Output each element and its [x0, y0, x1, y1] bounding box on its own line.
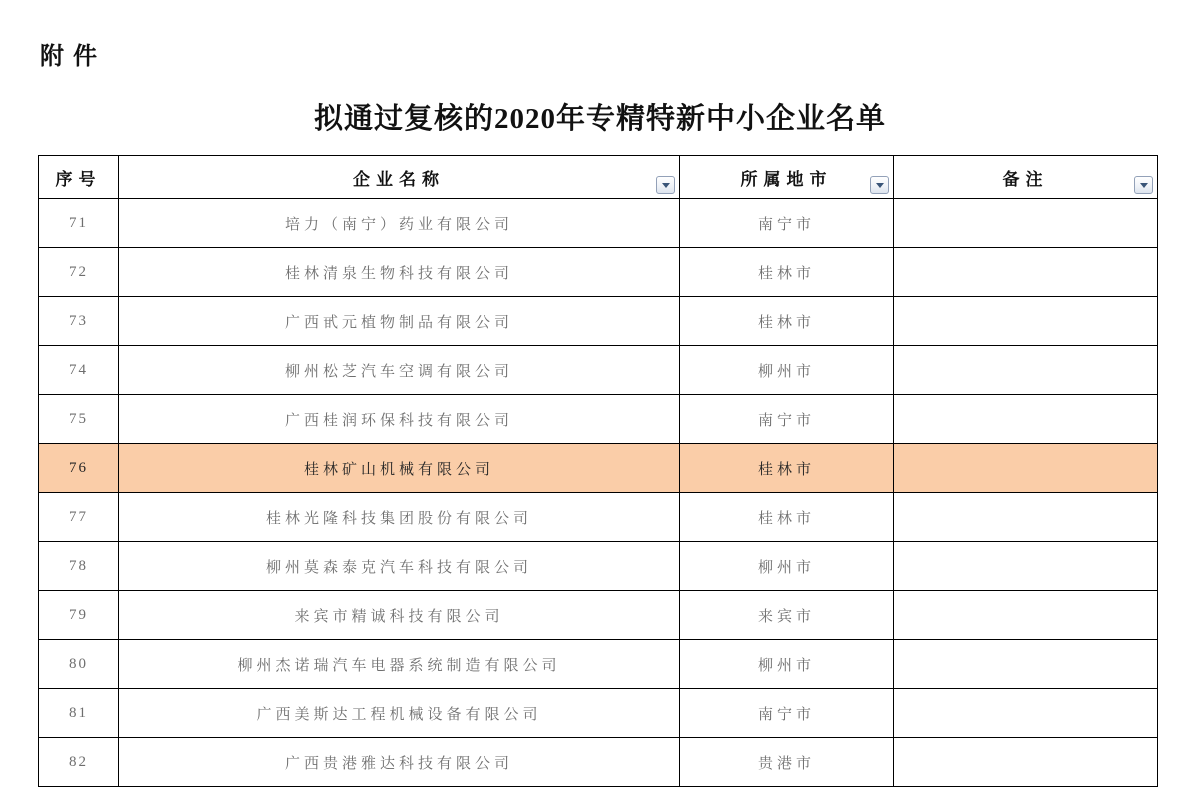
city-cell[interactable]: 柳州市: [680, 640, 894, 689]
company-name-cell[interactable]: 来宾市精诚科技有限公司: [119, 591, 680, 640]
column-header-company-name-label: 企业名称: [353, 169, 445, 189]
city-cell[interactable]: 桂林市: [680, 444, 894, 493]
table-row: [39, 199, 1158, 248]
table-row: [39, 542, 1158, 591]
company-name-cell[interactable]: 广西桂润环保科技有限公司: [119, 395, 680, 444]
index-cell[interactable]: 77: [39, 493, 119, 542]
company-name-cell[interactable]: 柳州杰诺瑞汽车电器系统制造有限公司: [119, 640, 680, 689]
header-row: [39, 156, 1158, 199]
column-header-remark: [894, 156, 1158, 199]
index-cell[interactable]: 75: [39, 395, 119, 444]
city-cell[interactable]: 来宾市: [680, 591, 894, 640]
index-cell[interactable]: 74: [39, 346, 119, 395]
city-cell[interactable]: 桂林市: [680, 248, 894, 297]
table-header: [39, 156, 1158, 199]
column-header-city: [680, 156, 894, 199]
company-name-cell[interactable]: 培力（南宁）药业有限公司: [119, 199, 680, 248]
city-cell[interactable]: 贵港市: [680, 738, 894, 787]
company-name-cell[interactable]: 广西甙元植物制品有限公司: [119, 297, 680, 346]
city-cell[interactable]: 南宁市: [680, 199, 894, 248]
company-name-cell[interactable]: 广西贵港雅达科技有限公司: [119, 738, 680, 787]
company-name-cell[interactable]: 柳州松芝汽车空调有限公司: [119, 346, 680, 395]
index-cell[interactable]: 78: [39, 542, 119, 591]
company-name-cell[interactable]: 桂林光隆科技集团股份有限公司: [119, 493, 680, 542]
column-header-index-label: 序号: [55, 169, 102, 189]
filter-dropdown-button-remark[interactable]: [1134, 176, 1153, 194]
company-name-cell[interactable]: 广西美斯达工程机械设备有限公司: [119, 689, 680, 738]
table-body: [39, 199, 1158, 787]
table-row: [39, 493, 1158, 542]
index-cell[interactable]: 80: [39, 640, 119, 689]
table-row: [39, 591, 1158, 640]
remark-cell[interactable]: [894, 346, 1158, 395]
remark-cell[interactable]: [894, 738, 1158, 787]
table-row: [39, 248, 1158, 297]
chevron-down-icon: [876, 183, 884, 188]
city-cell[interactable]: 桂林市: [680, 297, 894, 346]
company-name-cell[interactable]: 桂林矿山机械有限公司: [119, 444, 680, 493]
filter-dropdown-button-company-name[interactable]: [656, 176, 675, 194]
table-row: [39, 738, 1158, 787]
table-row: [39, 297, 1158, 346]
city-cell[interactable]: 桂林市: [680, 493, 894, 542]
company-name-cell[interactable]: 柳州莫森泰克汽车科技有限公司: [119, 542, 680, 591]
filter-dropdown-button-city[interactable]: [870, 176, 889, 194]
company-table: [38, 155, 1158, 787]
table-row: [39, 395, 1158, 444]
index-cell[interactable]: 72: [39, 248, 119, 297]
index-cell[interactable]: 82: [39, 738, 119, 787]
table-row: [39, 346, 1158, 395]
remark-cell[interactable]: [894, 248, 1158, 297]
city-cell[interactable]: 南宁市: [680, 395, 894, 444]
remark-cell[interactable]: [894, 689, 1158, 738]
index-cell[interactable]: 73: [39, 297, 119, 346]
remark-cell[interactable]: [894, 297, 1158, 346]
page-title: 拟通过复核的2020年专精特新中小企业名单: [313, 103, 886, 135]
index-cell[interactable]: 81: [39, 689, 119, 738]
table-row: [39, 444, 1158, 493]
column-header-company-name: [119, 156, 680, 199]
index-cell[interactable]: 76: [39, 444, 119, 493]
chevron-down-icon: [662, 183, 670, 188]
index-cell[interactable]: 79: [39, 591, 119, 640]
city-cell[interactable]: 南宁市: [680, 689, 894, 738]
remark-cell[interactable]: [894, 542, 1158, 591]
city-cell[interactable]: 柳州市: [680, 542, 894, 591]
attachment-label: 附件: [40, 44, 106, 70]
remark-cell[interactable]: [894, 199, 1158, 248]
remark-cell[interactable]: [894, 493, 1158, 542]
table-row: [39, 640, 1158, 689]
remark-cell[interactable]: [894, 591, 1158, 640]
remark-cell[interactable]: [894, 640, 1158, 689]
column-header-remark-label: 备注: [1002, 169, 1049, 189]
index-cell[interactable]: 71: [39, 199, 119, 248]
table-row: [39, 689, 1158, 738]
column-header-index: [39, 156, 119, 199]
chevron-down-icon: [1140, 183, 1148, 188]
city-cell[interactable]: 柳州市: [680, 346, 894, 395]
remark-cell[interactable]: [894, 444, 1158, 493]
remark-cell[interactable]: [894, 395, 1158, 444]
column-header-city-label: 所属地市: [740, 169, 833, 189]
company-name-cell[interactable]: 桂林清泉生物科技有限公司: [119, 248, 680, 297]
